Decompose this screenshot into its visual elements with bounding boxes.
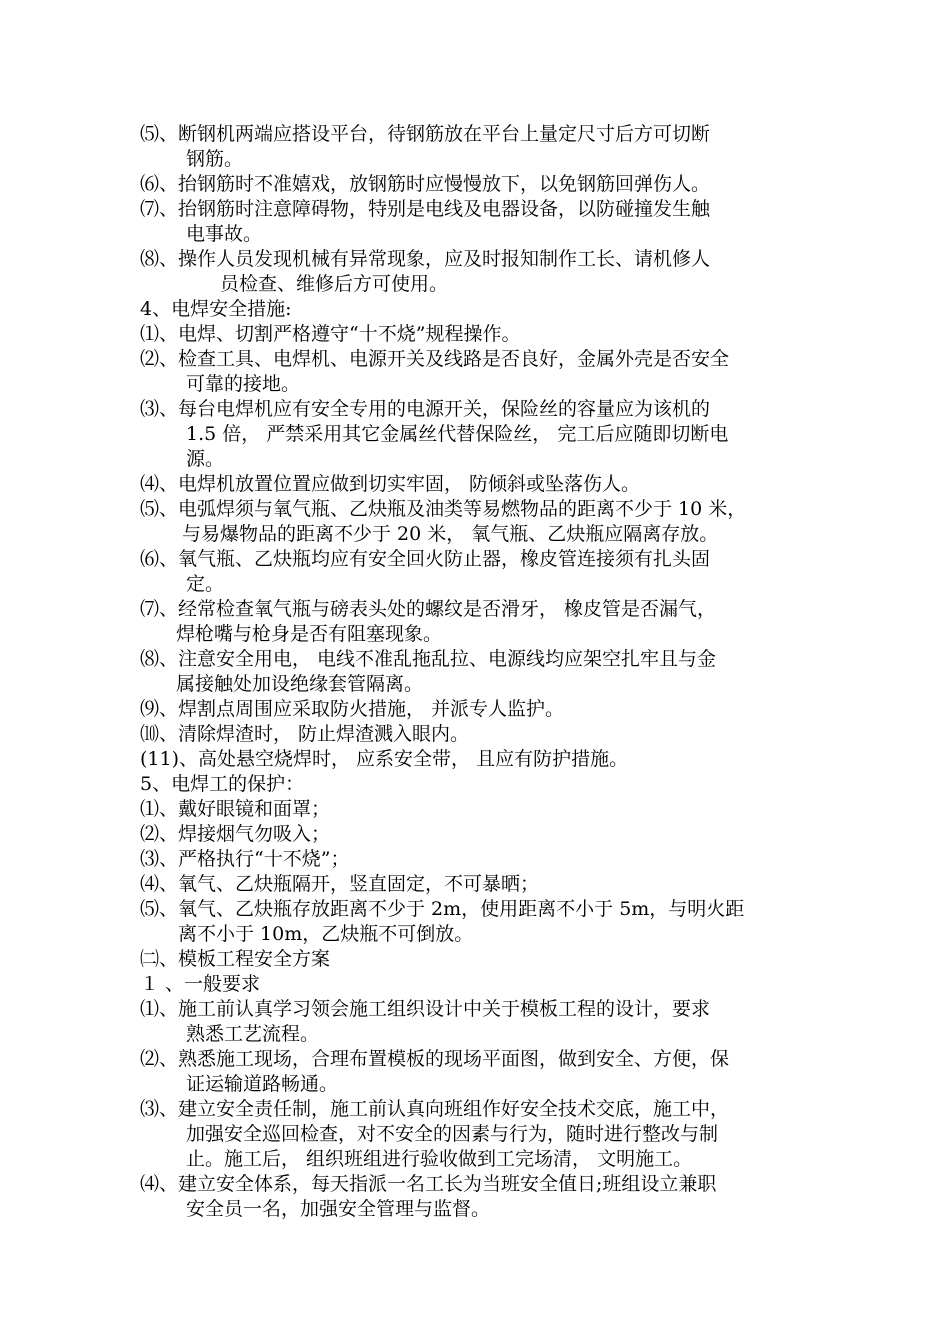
item-line: 严格执行“十不烧”； (178, 848, 350, 870)
item-text (178, 597, 820, 622)
list-item (140, 497, 820, 522)
item-continuation: 止。施工后， 组织班组进行验收做到工完场清， 文明施工。 (186, 1148, 693, 1170)
item-number: ⑴、 (140, 323, 179, 345)
item-number: ⑷、 (140, 473, 179, 495)
list-item (140, 847, 820, 872)
item-number: ⑻、 (140, 648, 179, 670)
list-item (140, 197, 820, 222)
list-item (140, 322, 820, 347)
item-number: ⑺、 (140, 198, 179, 220)
section-heading: ㈡、模板工程安全方案 (140, 948, 331, 970)
item-number: ⑶、 (140, 398, 179, 420)
list-item (140, 722, 820, 747)
item-number: ⑴、 (140, 998, 179, 1020)
list-item (140, 247, 820, 272)
item-line: 焊割点周围应采取防火措施， 并派专人监护。 (178, 698, 565, 720)
item-text (178, 347, 820, 372)
item-number: ⑹、 (140, 548, 179, 570)
item-continuation: 源。 (186, 448, 225, 470)
item-line: 操作人员发现机械有异常现象，应及时报知制作工长、请机修人 (178, 248, 711, 270)
item-text (178, 697, 820, 722)
item-line: 氧气、乙炔瓶存放距离不少于 2m，使用距离不小于 5m，与明火距 (178, 898, 745, 920)
item-continuation: 定。 (186, 573, 225, 595)
item-text (178, 122, 820, 147)
item-number: ⑻、 (140, 248, 179, 270)
item-number: ⑼、 (140, 698, 179, 720)
list-item (140, 1097, 820, 1122)
item-text (178, 1172, 820, 1197)
section-heading: 4、电焊安全措施: (140, 298, 292, 320)
item-line: 施工前认真学习领会施工组织设计中关于模板工程的设计，要求 (178, 998, 711, 1020)
item-text (178, 722, 820, 747)
item-text (178, 1047, 820, 1072)
item-text (178, 547, 820, 572)
list-item (140, 747, 820, 772)
list-item (140, 797, 820, 822)
item-number: ⑶、 (140, 1098, 179, 1120)
item-number: ⑵、 (140, 348, 179, 370)
item-number: ⑴、 (140, 798, 179, 820)
section-heading: 5、电焊工的保护： (140, 773, 305, 795)
list-item (140, 397, 820, 422)
item-continuation: 可靠的接地。 (186, 373, 301, 395)
item-continuation: 1.5 倍， 严禁采用其它金属丝代替保险丝， 完工后应随即切断电 (186, 423, 729, 445)
item-text (178, 322, 820, 347)
item-line: 戴好眼镜和面罩； (178, 798, 331, 820)
item-number: (11)、 (140, 748, 199, 770)
item-continuation: 电事故。 (186, 223, 263, 245)
item-number: ⑸、 (140, 898, 179, 920)
item-text (178, 472, 820, 497)
item-line: 注意安全用电， 电线不准乱拖乱拉、电源线均应架空扎牢且与金 (178, 648, 717, 670)
list-item (140, 1047, 820, 1072)
item-continuation: 焊枪嘴与枪身是否有阻塞现象。 (176, 623, 443, 645)
item-line: 电焊、切割严格遵守“十不烧”规程操作。 (178, 323, 521, 345)
item-text (178, 897, 820, 922)
list-item (140, 597, 820, 622)
item-text (178, 797, 820, 822)
item-text (178, 197, 820, 222)
item-text (178, 872, 820, 897)
list-item (140, 697, 820, 722)
item-text (178, 1097, 820, 1122)
item-line: 抬钢筋时不准嬉戏，放钢筋时应慢慢放下，以免钢筋回弹伤人。 (178, 173, 711, 195)
item-line: 清除焊渣时， 防止焊渣溅入眼内。 (178, 723, 470, 745)
list-item (140, 647, 820, 672)
item-line: 高处悬空烧焊时， 应系安全带， 且应有防护措施。 (198, 748, 629, 770)
item-text (178, 647, 820, 672)
item-continuation: 加强安全巡回检查，对不安全的因素与行为，随时进行整改与制 (186, 1123, 719, 1145)
item-text (178, 997, 820, 1022)
list-item (140, 897, 820, 922)
section-heading: １ 、一般要求 (140, 973, 261, 995)
item-number: ⑷、 (140, 873, 179, 895)
item-text (178, 497, 820, 522)
item-number: ⑺、 (140, 598, 179, 620)
item-number: ⑶、 (140, 848, 179, 870)
item-line: 焊接烟气勿吸入； (178, 823, 331, 845)
item-text (178, 822, 820, 847)
item-line: 抬钢筋时注意障碍物，特别是电线及电器设备，以防碰撞发生触 (178, 198, 711, 220)
list-item (140, 997, 820, 1022)
list-item (140, 822, 820, 847)
item-text (178, 247, 820, 272)
list-item (140, 1172, 820, 1197)
item-line: 熟悉施工现场，合理布置模板的现场平面图，做到安全、方便，保 (178, 1048, 730, 1070)
item-number: ⑹、 (140, 173, 179, 195)
item-number: ⑽、 (140, 723, 179, 745)
item-line: 电焊机放置位置应做到切实牢固， 防倾斜或坠落伤人。 (178, 473, 641, 495)
item-number: ⑵、 (140, 1048, 179, 1070)
item-text (178, 172, 820, 197)
item-continuation: 安全员一名，加强安全管理与监督。 (186, 1198, 491, 1220)
item-continuation: 属接触处加设绝缘套管隔离。 (176, 673, 424, 695)
item-continuation: 与易爆物品的距离不少于 20 米， 氧气瓶、乙炔瓶应隔离存放。 (182, 523, 719, 545)
item-line: 断钢机两端应搭设平台，待钢筋放在平台上量定尺寸后方可切断 (178, 123, 711, 145)
list-item (140, 172, 820, 197)
item-line: 建立安全责任制，施工前认真向班组作好安全技术交底，施工中， (178, 1098, 730, 1120)
item-line: 检查工具、电焊机、电源开关及线路是否良好，金属外壳是否安全 (178, 348, 730, 370)
item-line: 经常检查氧气瓶与磅表头处的螺纹是否滑牙， 橡皮管是否漏气， (178, 598, 717, 620)
list-item (140, 872, 820, 897)
document-page (140, 122, 820, 1222)
list-item (140, 472, 820, 497)
item-line: 每台电焊机应有安全专用的电源开关，保险丝的容量应为该机的 (178, 398, 711, 420)
list-item (140, 347, 820, 372)
item-number: ⑷、 (140, 1173, 179, 1195)
item-line: 电弧焊须与氧气瓶、乙炔瓶及油类等易燃物品的距离不少于 10 米， (178, 498, 747, 520)
list-item (140, 122, 820, 147)
item-text (178, 397, 820, 422)
item-continuation: 员检查、维修后方可使用。 (220, 273, 449, 295)
item-line: 氧气瓶、乙炔瓶均应有安全回火防止器，橡皮管连接须有扎头固 (178, 548, 711, 570)
item-continuation: 离不小于 10m，乙炔瓶不可倒放。 (178, 923, 474, 945)
item-number: ⑸、 (140, 498, 179, 520)
item-number: ⑸、 (140, 123, 179, 145)
item-continuation: 熟悉工艺流程。 (186, 1023, 320, 1045)
item-number: ⑵、 (140, 823, 179, 845)
item-line: 建立安全体系，每天指派一名工长为当班安全值日;班组设立兼职 (178, 1173, 717, 1195)
item-line: 氧气、乙炔瓶隔开，竖直固定，不可暴晒； (178, 873, 540, 895)
list-item (140, 547, 820, 572)
item-continuation: 证运输道路畅通。 (186, 1073, 339, 1095)
item-continuation: 钢筋。 (186, 148, 244, 170)
item-text (178, 847, 820, 872)
item-text (198, 747, 820, 772)
